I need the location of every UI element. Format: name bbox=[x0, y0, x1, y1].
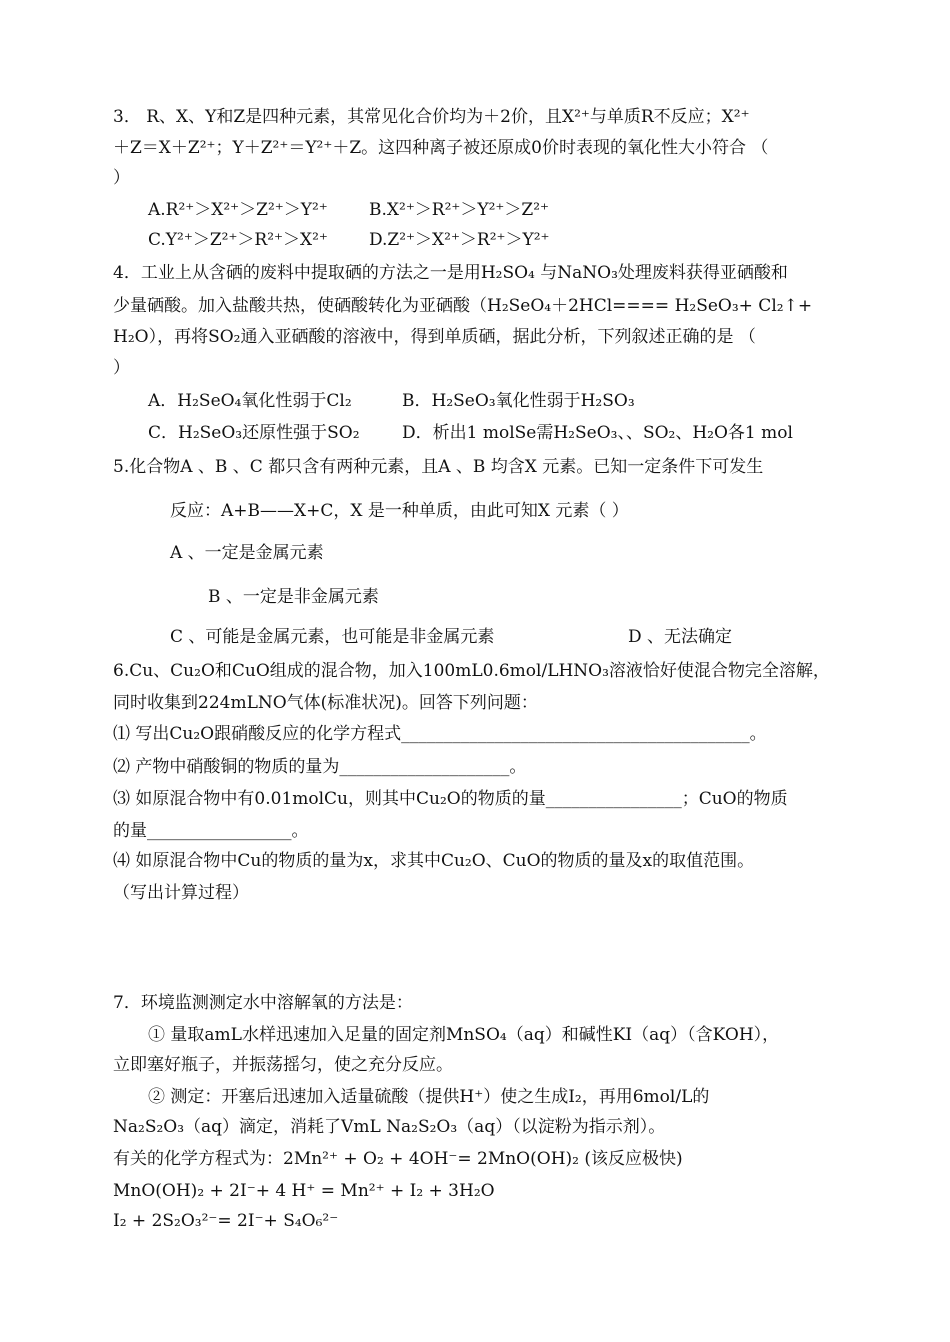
q5-option-b: B 、一定是非金属元素 bbox=[208, 587, 379, 607]
q5-option-d: D 、无法确定 bbox=[628, 627, 733, 647]
q7-step2-line2: Na₂S₂O₃（aq）滴定，消耗了VmL Na₂S₂O₃（aq）（以淀粉为指示剂）。 bbox=[113, 1117, 666, 1137]
q6-line1: 6.Cu、Cu₂O和CuO组成的混合物，加入100mL0.6mol/LHNO₃溶液恰好使混合物完全溶解， bbox=[113, 661, 830, 681]
q7-step1-line2: 立即塞好瓶子，并振荡摇匀，使之充分反应。 bbox=[113, 1055, 453, 1075]
q3-option-b: B.X²⁺＞R²⁺＞Y²⁺＞Z²⁺ bbox=[369, 200, 549, 220]
q4-option-c: C．H₂SeO₃还原性强于SO₂ bbox=[148, 423, 360, 443]
q4-line1: 4．工业上从含硒的废料中提取硒的方法之一是用H₂SO₄ 与NaNO₃处理废料获得亚硒酸和 bbox=[113, 263, 788, 283]
q6-line2: 同时收集到224mLNO气体(标准状况)。回答下列问题： bbox=[113, 693, 538, 713]
q3-line3: ） bbox=[113, 168, 130, 188]
q5-line2: 反应：A+B——X+C，X 是一种单质，由此可知X 元素（ ） bbox=[170, 501, 629, 521]
q7-step2-line1: ② 测定：开塞后迅速加入适量硫酸（提供H⁺）使之生成I₂，再用6mol/L的 bbox=[148, 1087, 710, 1107]
q6-sub1: ⑴ 写出Cu₂O跟硝酸反应的化学方程式_________________________________________。 bbox=[113, 724, 767, 744]
q6-sub2: ⑵ 产物中硝酸铜的物质的量为____________________。 bbox=[113, 757, 527, 777]
q7-equation2: MnO(OH)₂ + 2I⁻+ 4 H⁺ = Mn²⁺ + I₂ + 3H₂O bbox=[113, 1181, 495, 1201]
q4-line2: 少量硒酸。加入盐酸共热，使硒酸转化为亚硒酸（H₂SeO₄＋2HCl==== H₂SeO₃+ Cl₂↑+ bbox=[113, 296, 813, 316]
q4-option-a: A．H₂SeO₄氧化性弱于Cl₂ bbox=[148, 391, 352, 411]
q6-sub3-line2: 的量_________________。 bbox=[113, 821, 309, 841]
q6-sub4-note: （写出计算过程） bbox=[113, 883, 249, 903]
q7-step1-line1: ① 量取amL水样迅速加入足量的固定剂MnSO₄（aq）和碱性KI（aq）（含KOH）， bbox=[148, 1025, 780, 1045]
q4-line4: ） bbox=[113, 358, 130, 378]
q6-sub3-line1: ⑶ 如原混合物中有0.01molCu，则其中Cu₂O的物质的量________________；CuO的物质 bbox=[113, 789, 788, 809]
q4-line3: H₂O），再将SO₂通入亚硒酸的溶液中，得到单质硒，据此分析，下列叙述正确的是 （ bbox=[113, 327, 756, 347]
q7-equation1: 有关的化学方程式为：2Mn²⁺ + O₂ + 4OH⁻= 2MnO(OH)₂ (该反应极快) bbox=[113, 1149, 683, 1169]
q3-option-d: D.Z²⁺＞X²⁺＞R²⁺＞Y²⁺ bbox=[369, 230, 550, 250]
q5-option-c: C 、可能是金属元素，也可能是非金属元素 bbox=[170, 627, 495, 647]
q5-option-a: A 、一定是金属元素 bbox=[170, 543, 324, 563]
q5-line1: 5.化合物A 、B 、C 都只含有两种元素，且A 、B 均含X 元素。已知一定条件下可发生 bbox=[113, 457, 764, 477]
q7-equation3: I₂ + 2S₂O₃²⁻= 2I⁻+ S₄O₆²⁻ bbox=[113, 1211, 339, 1231]
q6-sub4: ⑷ 如原混合物中Cu的物质的量为x，求其中Cu₂O、CuO的物质的量及x的取值范围。 bbox=[113, 851, 755, 871]
q3-line2: ＋Z＝X＋Z²⁺；Y＋Z²⁺＝Y²⁺＋Z。这四种离子被还原成0价时表现的氧化性大小符合 （ bbox=[113, 138, 769, 158]
q4-option-b: B．H₂SeO₃氧化性弱于H₂SO₃ bbox=[402, 391, 635, 411]
q7-title: 7．环境监测测定水中溶解氧的方法是： bbox=[113, 993, 413, 1013]
q3-option-a: A.R²⁺＞X²⁺＞Z²⁺＞Y²⁺ bbox=[148, 200, 328, 220]
q3-line1: 3． R、X、Y和Z是四种元素，其常见化合价均为＋2价，且X²⁺与单质R不反应；X²⁺ bbox=[113, 107, 750, 127]
q3-option-c: C.Y²⁺＞Z²⁺＞R²⁺＞X²⁺ bbox=[148, 230, 328, 250]
q4-option-d: D．析出1 molSe需H₂SeO₃、、SO₂、H₂O各1 mol bbox=[402, 423, 793, 443]
